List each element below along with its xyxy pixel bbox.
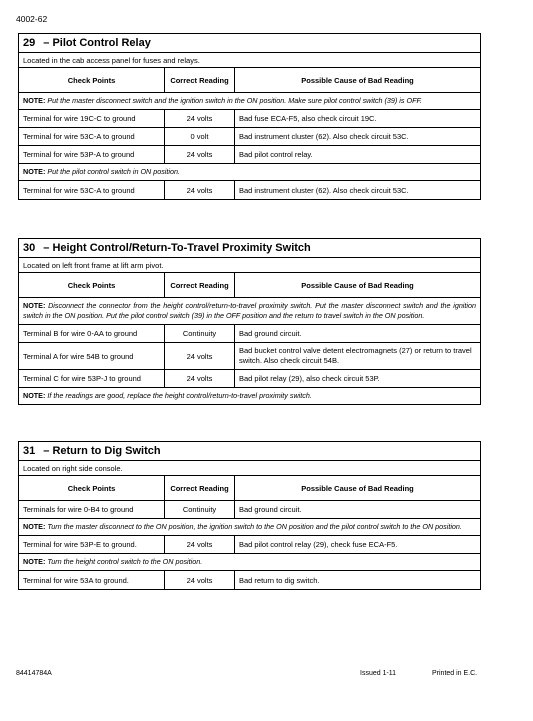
header-possible-cause: Possible Cause of Bad Reading — [301, 75, 414, 85]
section-title — [19, 34, 480, 53]
check-point: Terminal for wire 53C-A to ground — [19, 181, 165, 199]
section-number: 31 — [23, 445, 36, 457]
correct-reading: Continuity — [165, 325, 235, 342]
correct-reading: 24 volts — [165, 536, 235, 553]
correct-reading: Continuity — [165, 501, 235, 518]
header-correct-reading: Correct Reading — [165, 68, 235, 92]
issued-date: Issued 1-11 — [360, 670, 397, 677]
possible-cause: Bad pilot control relay. — [239, 150, 313, 159]
page-number: 4002-62 — [16, 14, 48, 24]
possible-cause: Bad bucket control valve detent electromagnets (27) or return to travel switch. Also check circuit 54B. — [239, 346, 472, 365]
table-header — [19, 476, 480, 501]
note: NOTE: Turn the master disconnect to the ON position, the ignition switch to the ON position and the pilot control switch to the ON position. — [19, 519, 480, 536]
table-row — [19, 370, 480, 388]
header-check-points: Check Points — [19, 273, 165, 297]
section-dash: – — [43, 445, 53, 457]
table-row — [19, 146, 480, 164]
correct-reading: 24 volts — [165, 343, 235, 369]
table-row — [19, 110, 480, 128]
possible-cause: Bad ground circuit. — [239, 505, 302, 514]
section-dash: – — [43, 37, 53, 49]
header-correct-reading: Correct Reading — [165, 273, 235, 297]
note: NOTE: Put the pilot control switch in ON position. — [19, 164, 480, 181]
header-check-points: Check Points — [19, 68, 165, 92]
printed-in: Printed in E.C. — [432, 670, 478, 677]
possible-cause: Bad instrument cluster (62). Also check circuit 53C. — [239, 132, 409, 141]
header-possible-cause: Possible Cause of Bad Reading — [301, 280, 414, 290]
check-point: Terminal for wire 53P-E to ground. — [19, 536, 165, 553]
check-point: Terminals for wire 0-B4 to ground — [19, 501, 165, 518]
note: NOTE: Disconnect the connector from the height control/return-to-travel proximity switch. Put the master disconnect switch and the ignition switch in the ON position. Put the pilot control switch (39) in the OFF position and the return to travel switch in the ON position. — [19, 298, 480, 325]
table-row — [19, 325, 480, 343]
section-29 — [18, 33, 481, 200]
correct-reading: 0 volt — [165, 128, 235, 145]
possible-cause: Bad pilot control relay (29), check fuse ECA-F5. — [239, 540, 398, 549]
correct-reading: 24 volts — [165, 181, 235, 199]
correct-reading: 24 volts — [165, 571, 235, 589]
check-point: Terminal B for wire 0-AA to ground — [19, 325, 165, 342]
correct-reading: 24 volts — [165, 110, 235, 127]
possible-cause: Bad ground circuit. — [239, 329, 302, 338]
note: NOTE: If the readings are good, replace the height control/return-to-travel proximity switch. — [23, 391, 312, 400]
note: NOTE: Put the master disconnect switch and the ignition switch in the ON position. Make sure pilot control switch (39) is OFF. — [19, 93, 480, 110]
section-title — [19, 239, 480, 258]
section-31 — [18, 441, 481, 590]
section-30 — [18, 238, 481, 405]
section-location: Located on right side console. — [19, 461, 480, 476]
check-point: Terminal C for wire 53P-J to ground — [19, 370, 165, 387]
section-dash: – — [43, 242, 53, 254]
section-name: Height Control/Return-To-Travel Proximity Switch — [52, 242, 311, 254]
header-correct-reading: Correct Reading — [165, 476, 235, 500]
possible-cause: Bad return to dig switch. — [239, 575, 320, 585]
doc-number: 84414784A — [16, 670, 52, 677]
check-point: Terminal for wire 53P-A to ground — [19, 146, 165, 163]
table-row — [19, 128, 480, 146]
table-row — [19, 571, 480, 589]
section-location: Located on left front frame at lift arm pivot. — [19, 258, 480, 273]
section-location: Located in the cab access panel for fuses and relays. — [19, 53, 480, 68]
check-point: Terminal for wire 53A to ground. — [19, 571, 165, 589]
header-check-points: Check Points — [19, 476, 165, 500]
check-point: Terminal for wire 53C-A to ground — [19, 128, 165, 145]
table-header — [19, 273, 480, 298]
check-point: Terminal A for wire 54B to ground — [19, 343, 165, 369]
possible-cause: Bad instrument cluster (62). Also check circuit 53C. — [239, 185, 409, 195]
section-number: 29 — [23, 37, 36, 49]
table-header — [19, 68, 480, 93]
section-name: Return to Dig Switch — [52, 445, 161, 457]
possible-cause: Bad pilot relay (29), also check circuit 53P. — [239, 374, 380, 383]
table-row — [19, 181, 480, 199]
section-name: Pilot Control Relay — [52, 37, 151, 49]
note: NOTE: Turn the height control switch to the ON position. — [19, 554, 480, 571]
section-number: 30 — [23, 242, 36, 254]
section-title — [19, 442, 480, 461]
correct-reading: 24 volts — [165, 370, 235, 387]
table-row — [19, 536, 480, 554]
table-row — [19, 343, 480, 370]
correct-reading: 24 volts — [165, 146, 235, 163]
table-row — [19, 501, 480, 519]
header-possible-cause: Possible Cause of Bad Reading — [301, 483, 414, 493]
possible-cause: Bad fuse ECA-F5, also check circuit 19C. — [239, 114, 377, 123]
check-point: Terminal for wire 19C-C to ground — [19, 110, 165, 127]
